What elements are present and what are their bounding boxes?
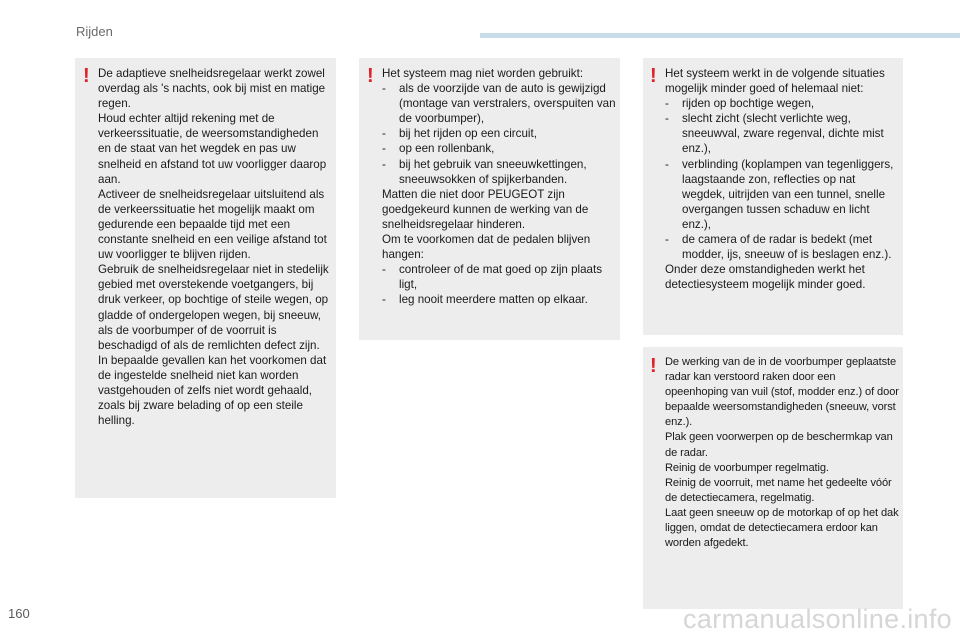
warning-text-reduced-performance [665, 66, 901, 292]
paragraph: De werking van de in de voorbumper geplaatste radar kan verstoord raken door een opeenhoping van vuil (stof, modder enz.) of door bepaalde weersomstandigheden (sneeuw, vorst enz.). [665, 356, 899, 429]
list-item: - de camera of de radar is bedekt (met modder, ijs, sneeuw of is beslagen enz.). [665, 233, 892, 262]
page-section-title: Rijden [76, 24, 113, 39]
warning-text-radar-camera [665, 355, 901, 551]
paragraph: Reinig de voorruit, met name het gedeelte vóór de detectiecamera, regelmatig. [665, 476, 892, 504]
watermark-text: carmanualsonline.info [683, 604, 952, 634]
warning-icon: ! [367, 65, 374, 87]
list-item: - verblinding (koplampen van tegenliggers, laagstaande zon, reflecties op nat wegdek, uitrijden van een tunnel, snelle overgangen tussen schaduw en licht enz.), [665, 157, 894, 231]
paragraph: Het systeem werkt in de volgende situaties mogelijk minder goed of helemaal niet: [665, 67, 885, 96]
paragraph: Plak geen voorwerpen op de beschermkap van de radar. [665, 431, 893, 459]
warning-icon: ! [83, 65, 90, 87]
paragraph: Reinig de voorbumper regelmatig. [665, 461, 829, 474]
warning-icon: ! [650, 355, 657, 377]
list-item: - rijden op bochtige wegen, [665, 97, 815, 111]
page-number: 160 [8, 606, 30, 621]
paragraph: Laat geen sneeuw op de motorkap of op het dak liggen, omdat de detectiecamera erdoor kan worden afgedekt. [665, 506, 899, 550]
list-item: - controleer of de mat goed op zijn plaats ligt, [382, 263, 603, 292]
list-item: - als de voorzijde van de auto is gewijzigd (montage van verstralers, overspuiten van de voorbumper), [382, 82, 616, 126]
list-item: - bij het rijden op een circuit, [382, 127, 537, 141]
paragraph: In bepaalde gevallen kan het voorkomen dat de ingestelde snelheid niet kan worden vastgehouden of zelfs niet wordt gehaald, zoals bij zware belading of op een steile helling. [98, 353, 327, 428]
warning-text-adaptive-cruise [98, 66, 332, 428]
header-accent-bar [480, 33, 960, 38]
paragraph: De adaptieve snelheidsregelaar werkt zowel overdag als 's nachts, ook bij mist en matige regen. [98, 67, 326, 111]
list-item: - leg nooit meerdere matten op elkaar. [382, 293, 588, 307]
warning-icon: ! [650, 65, 657, 87]
paragraph: Activeer de snelheidsregelaar uitsluitend als de verkeerssituatie het mogelijk maakt om gedurende een bepaalde tijd met een constante snelheid en een veilige afstand tot uw voorligger te blijven rijden. [98, 187, 327, 262]
paragraph: Onder deze omstandigheden werkt het detectiesysteem mogelijk minder goed. [665, 263, 866, 292]
paragraph: Gebruik de snelheidsregelaar niet in stedelijk gebied met overstekende voetgangers, bij druk verkeer, op bochtige of steile wegen, op gladde of ondergelopen wegen, bij sneeuw, als de voorbumper of de voorruit is beschadigd of als de remlichten defect zijn. [98, 263, 329, 352]
paragraph: Matten die niet door PEUGEOT zijn goedgekeurd kunnen de werking van de snelheidsregelaar hinderen. [382, 187, 589, 231]
warning-text-system-restrictions [382, 66, 616, 308]
list-item: - bij het gebruik van sneeuwkettingen, sneeuwsokken of spijkerbanden. [382, 157, 587, 186]
paragraph: Het systeem mag niet worden gebruikt: [382, 67, 584, 80]
list-item: - op een rollenbank, [382, 142, 495, 156]
paragraph: Om te voorkomen dat de pedalen blijven hangen: [382, 233, 591, 262]
list-item: - slecht zicht (slecht verlichte weg, sneeuwval, zware regenval, dichte mist enz.), [665, 112, 884, 156]
paragraph: Houd echter altijd rekening met de verkeerssituatie, de weersomstandigheden en de staat van het wegdek en pas uw snelheid en afstand tot uw voorligger daarop aan. [98, 112, 327, 186]
